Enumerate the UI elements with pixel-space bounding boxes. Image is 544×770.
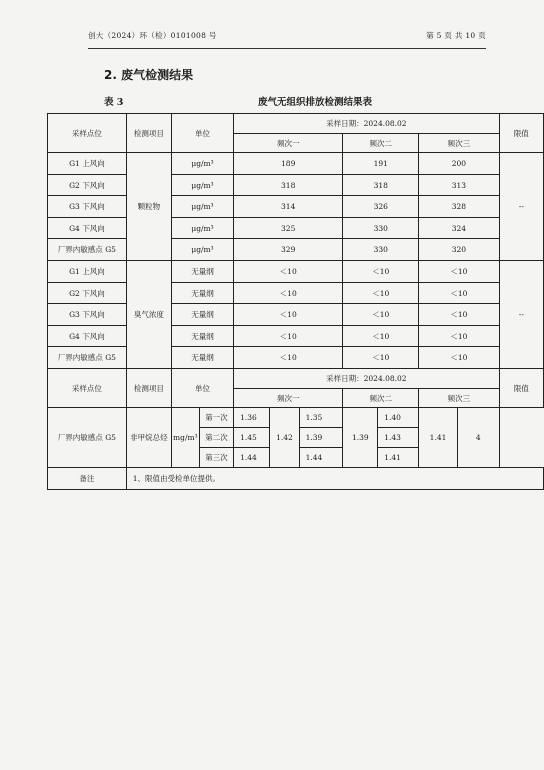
header-limit: 限值 — [499, 114, 543, 153]
header-test-item: 检测项目 — [126, 369, 171, 408]
value-freq-3: 320 — [419, 239, 499, 261]
sampling-point: G4 下风向 — [48, 326, 127, 347]
unit-cell: μg/m³ — [171, 175, 233, 196]
nmhc-f3-value: 1.43 — [378, 428, 419, 448]
sampling-point: G1 上风向 — [48, 153, 127, 175]
sampling-point: 厂界内敏感点 G5 — [48, 239, 127, 261]
header-sampling-date: 采样日期：2024.08.02 — [234, 369, 500, 389]
value-freq-2: 330 — [343, 218, 419, 239]
value-freq-2: ＜10 — [343, 261, 419, 283]
unit-cell: 无量纲 — [171, 347, 233, 369]
nmhc-f1-average: 1.42 — [270, 408, 299, 468]
limit-odor: -- — [499, 261, 543, 369]
value-freq-2: ＜10 — [343, 283, 419, 304]
value-freq-1: ＜10 — [234, 347, 343, 369]
unit-cell: 无量纲 — [171, 304, 233, 326]
table-label: 表 3 — [104, 97, 124, 108]
sampling-point: 厂界内敏感点 G5 — [48, 347, 127, 369]
value-freq-1: ＜10 — [234, 304, 343, 326]
unit-cell: 无量纲 — [171, 283, 233, 304]
header-freq-1: 频次一 — [234, 389, 343, 408]
section-title: 2. 废气检测结果 — [104, 68, 194, 82]
sampling-point-nmhc: 厂界内敏感点 G5 — [48, 408, 127, 468]
header-test-item: 检测项目 — [126, 114, 171, 153]
header-sampling-point: 采样点位 — [48, 114, 127, 153]
value-freq-1: ＜10 — [234, 283, 343, 304]
value-freq-2: 330 — [343, 239, 419, 261]
nmhc-f2-value: 1.35 — [299, 408, 343, 428]
unit-cell: 无量纲 — [171, 326, 233, 347]
value-freq-2: 318 — [343, 175, 419, 196]
value-freq-3: 324 — [419, 218, 499, 239]
sub-sample-label: 第二次 — [199, 428, 233, 448]
nmhc-f2-value: 1.39 — [299, 428, 343, 448]
value-freq-3: ＜10 — [419, 261, 499, 283]
value-freq-1: 329 — [234, 239, 343, 261]
sampling-point: G4 下风向 — [48, 218, 127, 239]
page-number: 第 5 页 共 10 页 — [426, 31, 486, 40]
header-freq-1: 频次一 — [234, 134, 343, 153]
unit-cell: μg/m³ — [171, 153, 233, 175]
limit-nmhc: 4 — [457, 408, 499, 468]
header-unit: 单位 — [171, 369, 233, 408]
sampling-point: G1 上风向 — [48, 261, 127, 283]
table-title: 废气无组织排放检测结果表 — [258, 97, 373, 108]
header-sampling-point: 采样点位 — [48, 369, 127, 408]
value-freq-3: ＜10 — [419, 326, 499, 347]
nmhc-f1-value: 1.44 — [234, 448, 270, 468]
value-freq-2: ＜10 — [343, 347, 419, 369]
value-freq-3: ＜10 — [419, 347, 499, 369]
value-freq-2: ＜10 — [343, 304, 419, 326]
header-freq-3: 频次三 — [419, 389, 499, 408]
nmhc-f2-average: 1.39 — [343, 408, 378, 468]
note-label: 备注 — [48, 468, 127, 490]
nmhc-f3-average: 1.41 — [419, 408, 458, 468]
test-item-nmhc: 非甲烷总烃 — [126, 408, 171, 468]
sampling-point: G3 下风向 — [48, 196, 127, 218]
sub-sample-label: 第一次 — [199, 408, 233, 428]
value-freq-1: ＜10 — [234, 326, 343, 347]
header-limit: 限值 — [499, 369, 543, 408]
value-freq-3: 200 — [419, 153, 499, 175]
nmhc-f2-value: 1.44 — [299, 448, 343, 468]
sampling-point: G3 下风向 — [48, 304, 127, 326]
unit-cell: μg/m³ — [171, 218, 233, 239]
nmhc-f1-value: 1.36 — [234, 408, 270, 428]
value-freq-3: ＜10 — [419, 304, 499, 326]
note-text: 1、限值由受检单位提供。 — [126, 468, 543, 490]
value-freq-2: 191 — [343, 153, 419, 175]
header-freq-3: 频次三 — [419, 134, 499, 153]
limit-particulate: -- — [499, 153, 543, 261]
header-sampling-date: 采样日期：2024.08.02 — [234, 114, 500, 134]
header-divider — [88, 48, 486, 49]
sampling-point: G2 下风向 — [48, 283, 127, 304]
test-item-particulate: 颗粒物 — [126, 153, 171, 261]
unit-nmhc: mg/m³ — [171, 408, 199, 468]
unit-cell: μg/m³ — [171, 196, 233, 218]
nmhc-f1-value: 1.45 — [234, 428, 270, 448]
sub-sample-label: 第三次 — [199, 448, 233, 468]
value-freq-3: ＜10 — [419, 283, 499, 304]
value-freq-1: 325 — [234, 218, 343, 239]
header-freq-2: 频次二 — [343, 389, 419, 408]
nmhc-f3-value: 1.41 — [378, 448, 419, 468]
unit-cell: μg/m³ — [171, 239, 233, 261]
value-freq-1: 189 — [234, 153, 343, 175]
header-unit: 单位 — [171, 114, 233, 153]
value-freq-3: 328 — [419, 196, 499, 218]
value-freq-1: ＜10 — [234, 261, 343, 283]
value-freq-2: ＜10 — [343, 326, 419, 347]
unit-cell: 无量纲 — [171, 261, 233, 283]
value-freq-1: 314 — [234, 196, 343, 218]
document-number: 创大（2024）环（检）0101008 号 — [88, 31, 217, 40]
nmhc-f3-value: 1.40 — [378, 408, 419, 428]
test-item-odor: 臭气浓度 — [126, 261, 171, 369]
value-freq-1: 318 — [234, 175, 343, 196]
value-freq-2: 326 — [343, 196, 419, 218]
header-freq-2: 频次二 — [343, 134, 419, 153]
sampling-point: G2 下风向 — [48, 175, 127, 196]
value-freq-3: 313 — [419, 175, 499, 196]
results-table — [47, 113, 544, 490]
